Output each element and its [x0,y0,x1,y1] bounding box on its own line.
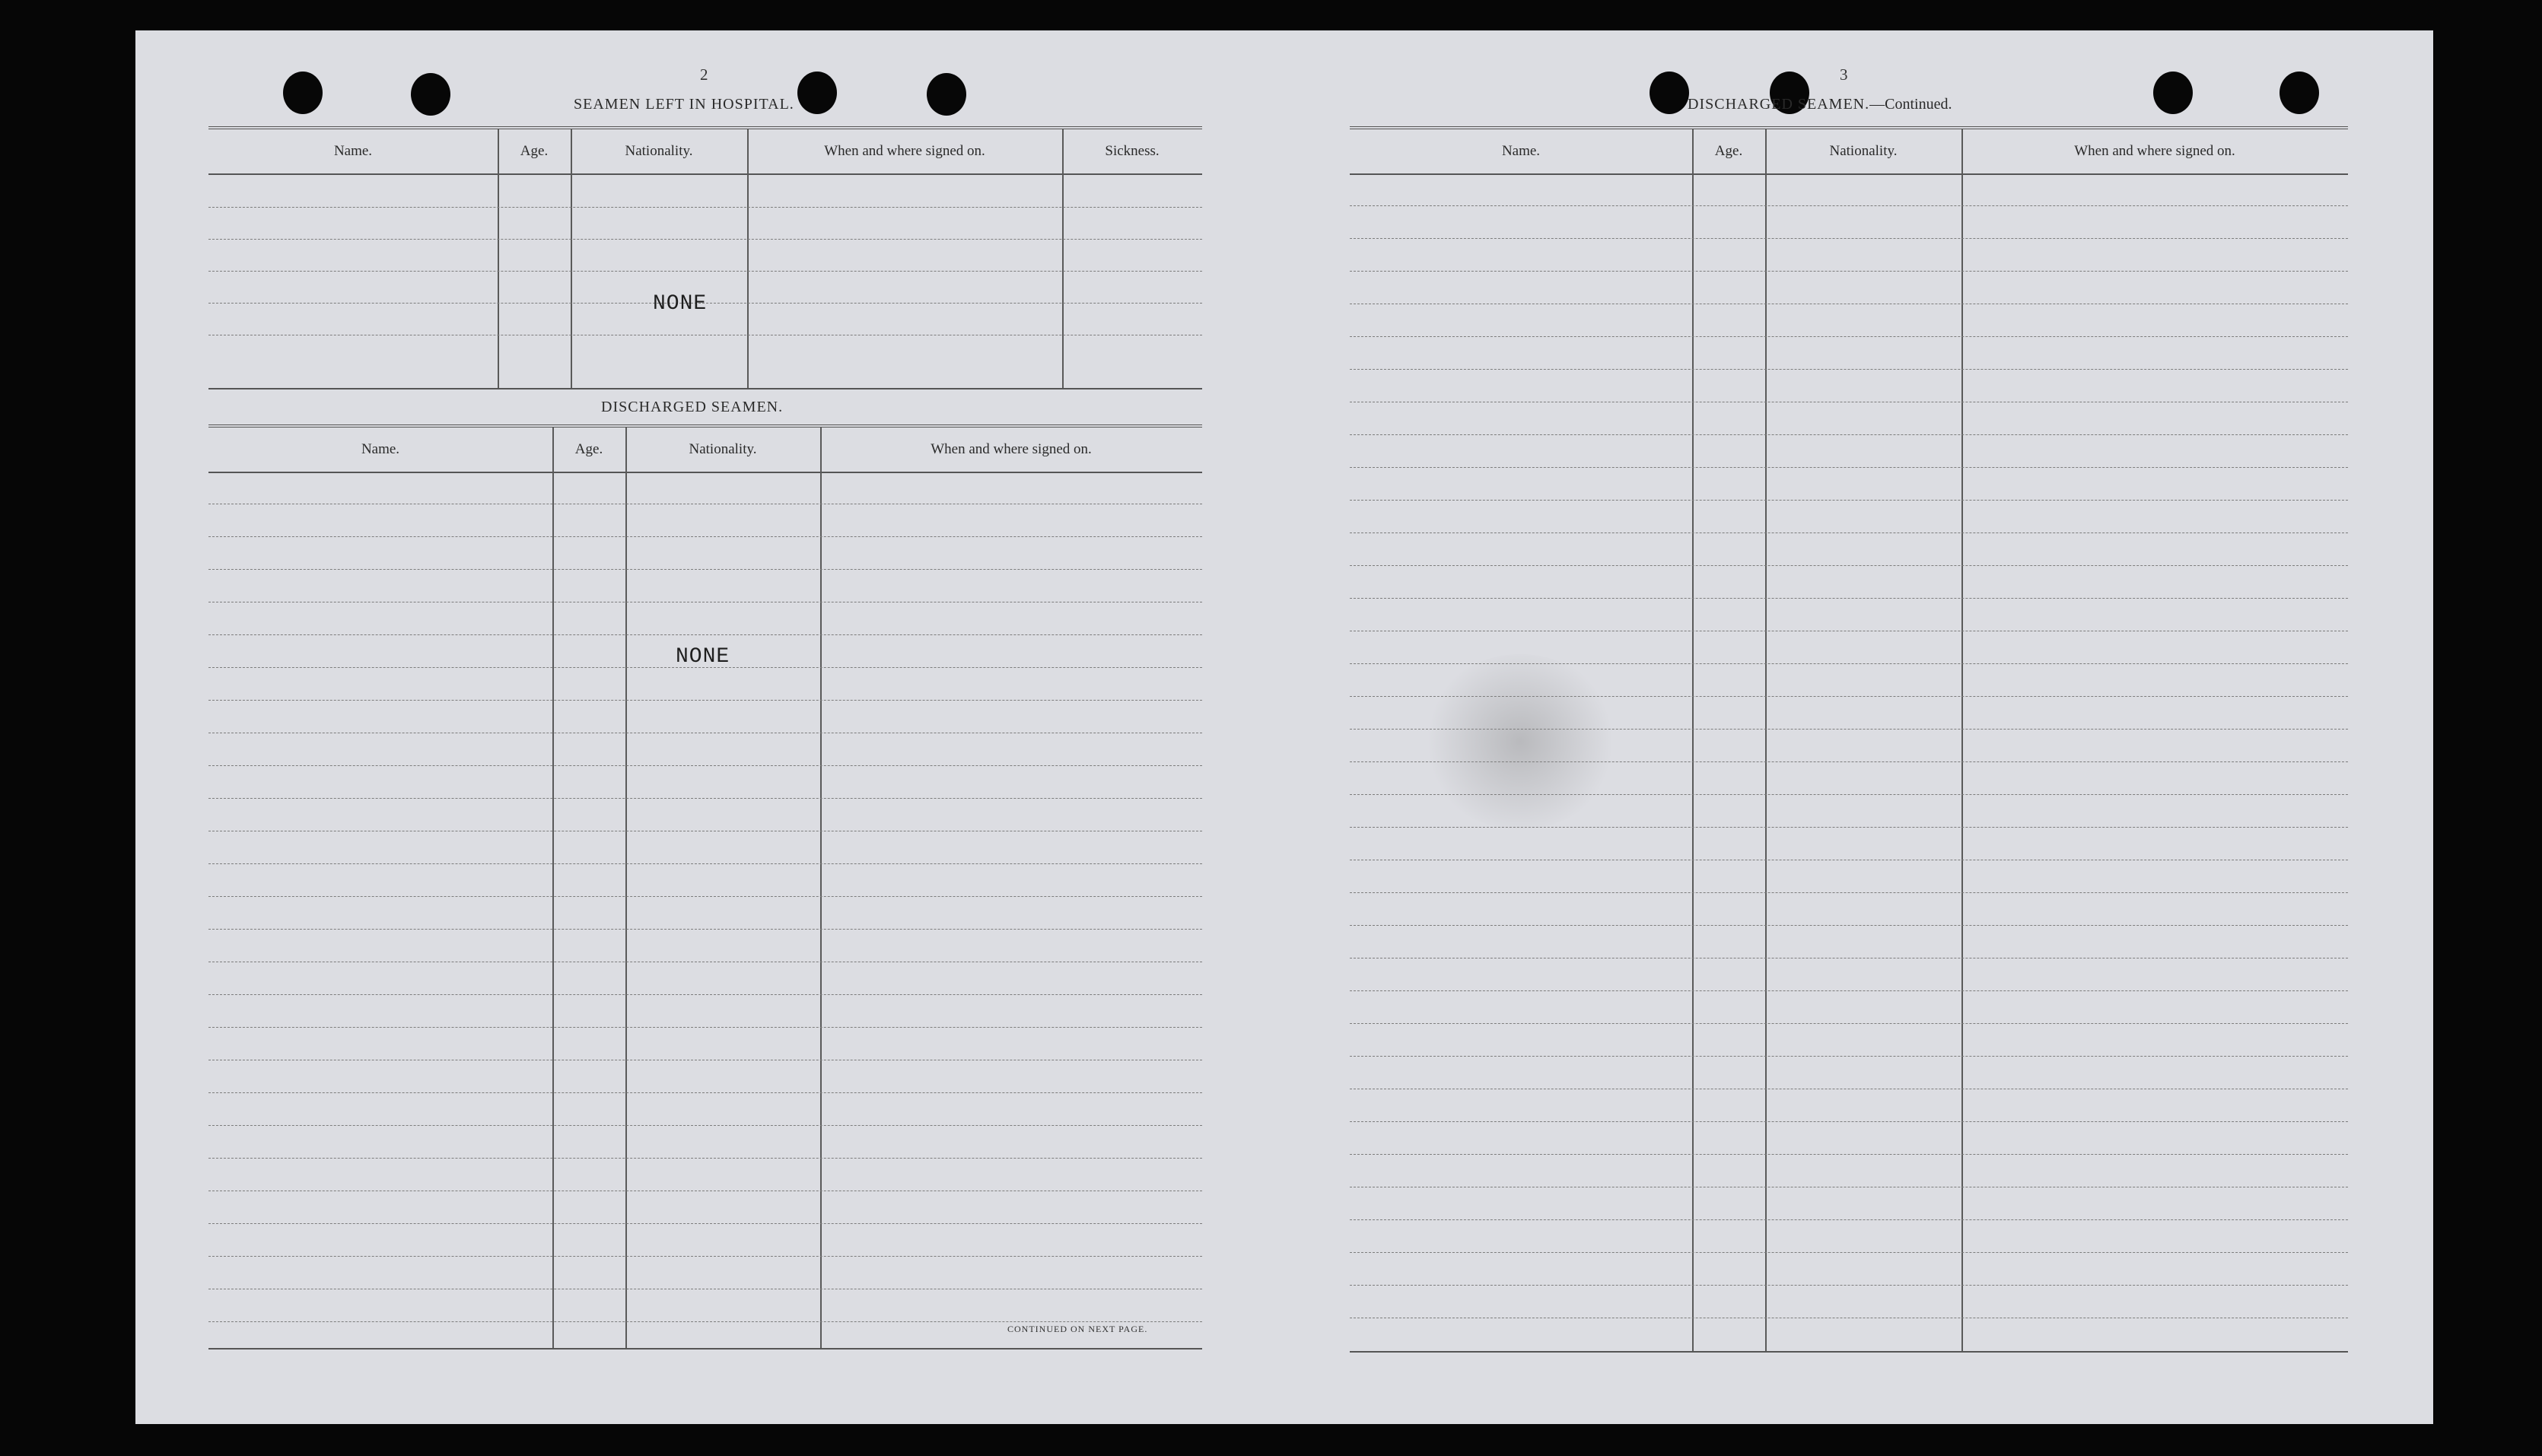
table-row [208,863,1202,864]
table-row [1350,729,2348,730]
punch-hole [283,72,323,114]
table-row [1350,1023,2348,1024]
column-header-name: Name. [361,441,400,457]
table-row [208,929,1202,930]
table-row [208,1125,1202,1126]
punch-hole [2280,72,2319,114]
table-header [208,428,1202,473]
column-divider [571,129,572,388]
column-divider [1961,129,1963,1351]
table-row [1350,663,2348,664]
hospital-table [208,126,1202,389]
punch-hole [411,73,450,116]
column-divider [1062,129,1064,388]
column-divider [1692,129,1694,1351]
table-row [1350,1121,2348,1122]
table-row [208,1092,1202,1093]
table-row [208,1027,1202,1028]
discharged-table [208,424,1202,1350]
table-row [1350,1252,2348,1253]
title-text: DISCHARGED SEAMEN. [1688,96,1870,113]
table-row [208,634,1202,635]
table-row [208,1256,1202,1257]
column-divider [552,428,554,1348]
column-header-name: Name. [333,143,373,159]
continued-note: CONTINUED ON NEXT PAGE. [1007,1324,1148,1334]
page-number: 3 [1840,65,1848,84]
page-number: 2 [700,65,708,84]
table-row [208,207,1202,208]
table-row [208,798,1202,799]
table-row [1350,238,2348,239]
column-header-sickness: Sickness. [1105,143,1160,159]
table-row [1350,761,2348,762]
table-row [1350,1219,2348,1220]
table-row [1350,827,2348,828]
none-entry: NONE [653,292,708,316]
column-header-age: Age. [520,143,549,159]
table-row [208,1158,1202,1159]
title-suffix: —Continued. [1869,96,1952,113]
table-row [208,994,1202,995]
column-divider [625,428,627,1348]
column-header-signed-on: When and where signed on. [824,143,985,159]
discharged-section-title: DISCHARGED SEAMEN. [601,399,784,415]
table-row [208,569,1202,570]
table-row [1350,336,2348,337]
table-row [1350,990,2348,991]
discharged-continued-title [1688,96,1952,113]
column-header-nationality: Nationality. [689,441,757,457]
column-header-nationality: Nationality. [1829,143,1898,159]
table-row [1350,794,2348,795]
none-entry: NONE [676,645,730,669]
column-divider [498,129,499,388]
table-row [1350,565,2348,566]
table-row [1350,434,2348,435]
column-header-age: Age. [1714,143,1743,159]
table-row [1350,1154,2348,1155]
table-row [1350,1285,2348,1286]
column-divider [1765,129,1767,1351]
table-row [208,536,1202,537]
table-row [1350,369,2348,370]
table-row [208,896,1202,897]
column-header-signed-on: When and where signed on. [2074,143,2235,159]
hospital-section-title: SEAMEN LEFT IN HOSPITAL. [574,96,794,113]
table-row [208,765,1202,766]
table-row [208,1321,1202,1322]
table-row [1350,925,2348,926]
table-row [208,271,1202,272]
column-header-nationality: Nationality. [625,143,693,159]
column-header-signed-on: When and where signed on. [931,441,1092,457]
punch-hole [2153,72,2193,114]
table-row [1350,205,2348,206]
punch-hole [927,73,966,116]
scanned-document [135,30,2433,1424]
table-row [1350,1056,2348,1057]
table-row [1350,696,2348,697]
table-header [1350,129,2348,175]
column-header-name: Name. [1501,143,1541,159]
column-divider [747,129,749,388]
punch-hole [1650,72,1689,114]
punch-hole [797,72,837,114]
discharged-continued-table [1350,126,2348,1353]
column-header-age: Age. [574,441,603,457]
table-row [208,700,1202,701]
table-row [1350,598,2348,599]
column-divider [820,428,822,1348]
table-row [208,1223,1202,1224]
table-row [1350,500,2348,501]
table-row [1350,467,2348,468]
table-row [208,239,1202,240]
table-header [208,129,1202,175]
table-row [1350,892,2348,893]
table-row [1350,271,2348,272]
table-row [1350,532,2348,533]
